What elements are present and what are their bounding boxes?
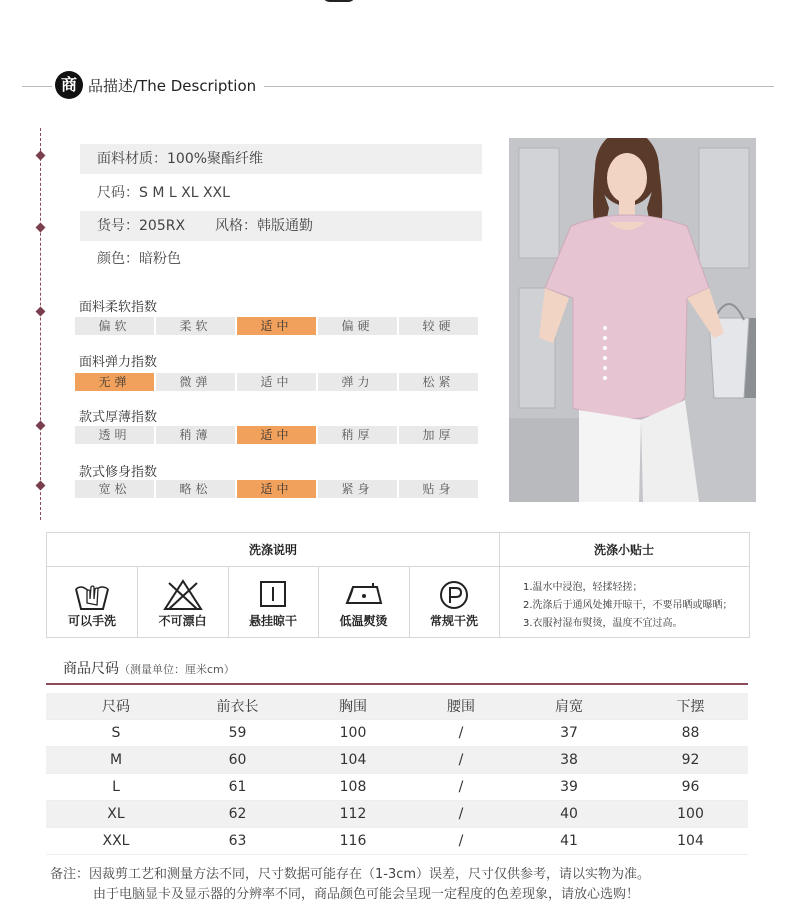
table-row [46,801,748,828]
table-cell: 104 [677,833,704,849]
index-row-softness [75,317,478,335]
index-option: 贴身 [399,480,478,498]
table-cell: 59 [228,725,247,741]
index-option: 无弹 [75,373,154,391]
header-title: 品描述/The Description [88,77,257,95]
table-cell: / [458,752,464,768]
column-header: 肩宽 [555,699,583,715]
table-cell: 108 [339,779,367,795]
table-cell: 96 [681,779,700,795]
column-header: 下摆 [676,699,705,715]
table-cell: 37 [560,725,578,741]
table-cell: XL [107,806,125,822]
table-cell: 61 [228,779,247,795]
header-divider-left [22,86,52,87]
table-row [46,774,748,801]
index-option: 透明 [75,426,154,444]
table-cell: M [109,752,123,768]
header-divider-right [264,86,774,87]
index-row-thickness [75,426,478,444]
table-cell: XXL [102,833,130,849]
care-label: 不可漂白 [158,614,207,628]
table-row [46,828,748,855]
spec-style: 风格：韩版通勤 [215,218,314,234]
care-tips-title: 洗涤小贴士 [499,533,749,567]
index-option: 适中 [237,373,316,391]
care-divider [499,533,500,637]
no-bleach-icon [163,579,203,611]
index-option: 较硬 [399,317,478,335]
table-cell: 62 [228,806,247,822]
care-label: 悬挂晾干 [248,614,297,628]
dry-clean-icon [438,579,470,611]
index-title-thickness: 款式厚薄指数 [79,410,158,425]
index-option: 加厚 [399,426,478,444]
index-option: 微弹 [156,373,235,391]
timeline-dot [36,307,46,317]
index-option: 适中 [237,426,316,444]
care-item-no-bleach [137,567,228,637]
timeline-dot [36,421,46,431]
low-iron-icon [343,579,385,607]
product-photo [509,138,756,502]
size-chart-title [63,658,235,678]
table-cell: 104 [339,752,367,768]
care-item-hang-dry [228,567,318,637]
index-option: 偏硬 [318,317,397,335]
column-header: 胸围 [339,699,367,715]
size-table-header [46,693,748,720]
spec-color: 颜色：暗粉色 [97,251,181,267]
index-title-softness: 面料柔软指数 [79,300,158,315]
timeline-dot [36,223,46,233]
size-table [46,693,748,855]
table-cell: / [458,725,464,741]
timeline-dot [36,151,46,161]
index-title-elasticity: 面料弹力指数 [79,355,158,370]
index-title-fit: 款式修身指数 [79,465,158,480]
table-cell: 88 [681,725,700,741]
table-cell: 63 [228,833,247,849]
table-cell: 39 [560,779,578,795]
side-timeline [40,128,41,520]
index-option: 偏软 [75,317,154,335]
table-row [46,747,748,774]
hang-dry-icon [258,579,288,609]
spec-material: 面料材质：100%聚酯纤维 [80,144,482,174]
care-tip: 1.温水中浸泡，轻揉轻搓； [523,582,643,593]
spec-size: 尺码：S M L XL XXL [97,185,230,201]
table-cell: 112 [339,806,367,822]
index-option: 适中 [237,480,316,498]
table-row [46,720,748,747]
table-cell: / [458,779,464,795]
size-chart-unit: （测量单位：厘米cm） [119,663,235,676]
table-cell: L [112,779,120,795]
index-option: 柔软 [156,317,235,335]
index-option: 略松 [156,480,235,498]
note-line: 备注：因裁剪工艺和测量方法不同，尺寸数据可能存在（1-3cm）误差，尺寸仅供参考，请以实物为准。 [50,867,651,882]
index-option: 适中 [237,317,316,335]
column-header: 尺码 [102,699,130,715]
care-label: 低温熨烫 [339,614,388,628]
care-item-hand-wash [47,567,137,637]
table-cell: 60 [228,752,247,768]
top-decoration [322,0,356,2]
care-table [46,532,750,638]
spec-item-style [80,211,482,241]
section-header [22,70,774,100]
timeline-dot [36,481,46,491]
care-instructions-title: 洗涤说明 [47,533,499,567]
care-item-dry-clean [409,567,499,637]
table-cell: / [458,806,464,822]
spec-item-no: 货号：205RX [97,218,186,234]
column-header: 前衣长 [216,699,259,715]
table-cell: S [111,725,121,741]
index-option: 弹力 [318,373,397,391]
index-option: 紧身 [318,480,397,498]
table-cell: 38 [560,752,578,768]
index-option: 宽松 [75,480,154,498]
table-cell: 100 [339,725,367,741]
table-cell: 100 [677,806,704,822]
hand-wash-icon [73,579,111,613]
size-chart-heading: 商品尺码 [63,661,119,677]
care-tip: 3.衣服衬湿布熨烫，温度不宜过高。 [523,618,683,629]
column-header: 腰围 [447,699,475,715]
table-cell: / [458,833,464,849]
index-row-elasticity [75,373,478,391]
size-chart-rule [46,683,748,685]
index-option: 稍厚 [318,426,397,444]
care-tips [523,579,733,633]
table-cell: 41 [560,833,578,849]
care-label: 常规干洗 [429,614,478,628]
care-item-low-iron [318,567,409,637]
index-option: 稍薄 [156,426,235,444]
table-cell: 40 [560,806,578,822]
table-cell: 92 [681,752,700,768]
notes [50,865,650,905]
header-badge: 商 [55,71,83,99]
index-row-fit [75,480,478,498]
care-tip: 2.洗涤后于通风处摊开晾干，不要吊晒或曝晒； [523,600,733,611]
index-option: 松紧 [399,373,478,391]
care-label: 可以手洗 [67,614,116,628]
note-line: 由于电脑显卡及显示器的分辨率不同，商品颜色可能会呈现一定程度的色差现象，请放心选购！ [93,887,640,902]
table-cell: 116 [339,833,367,849]
